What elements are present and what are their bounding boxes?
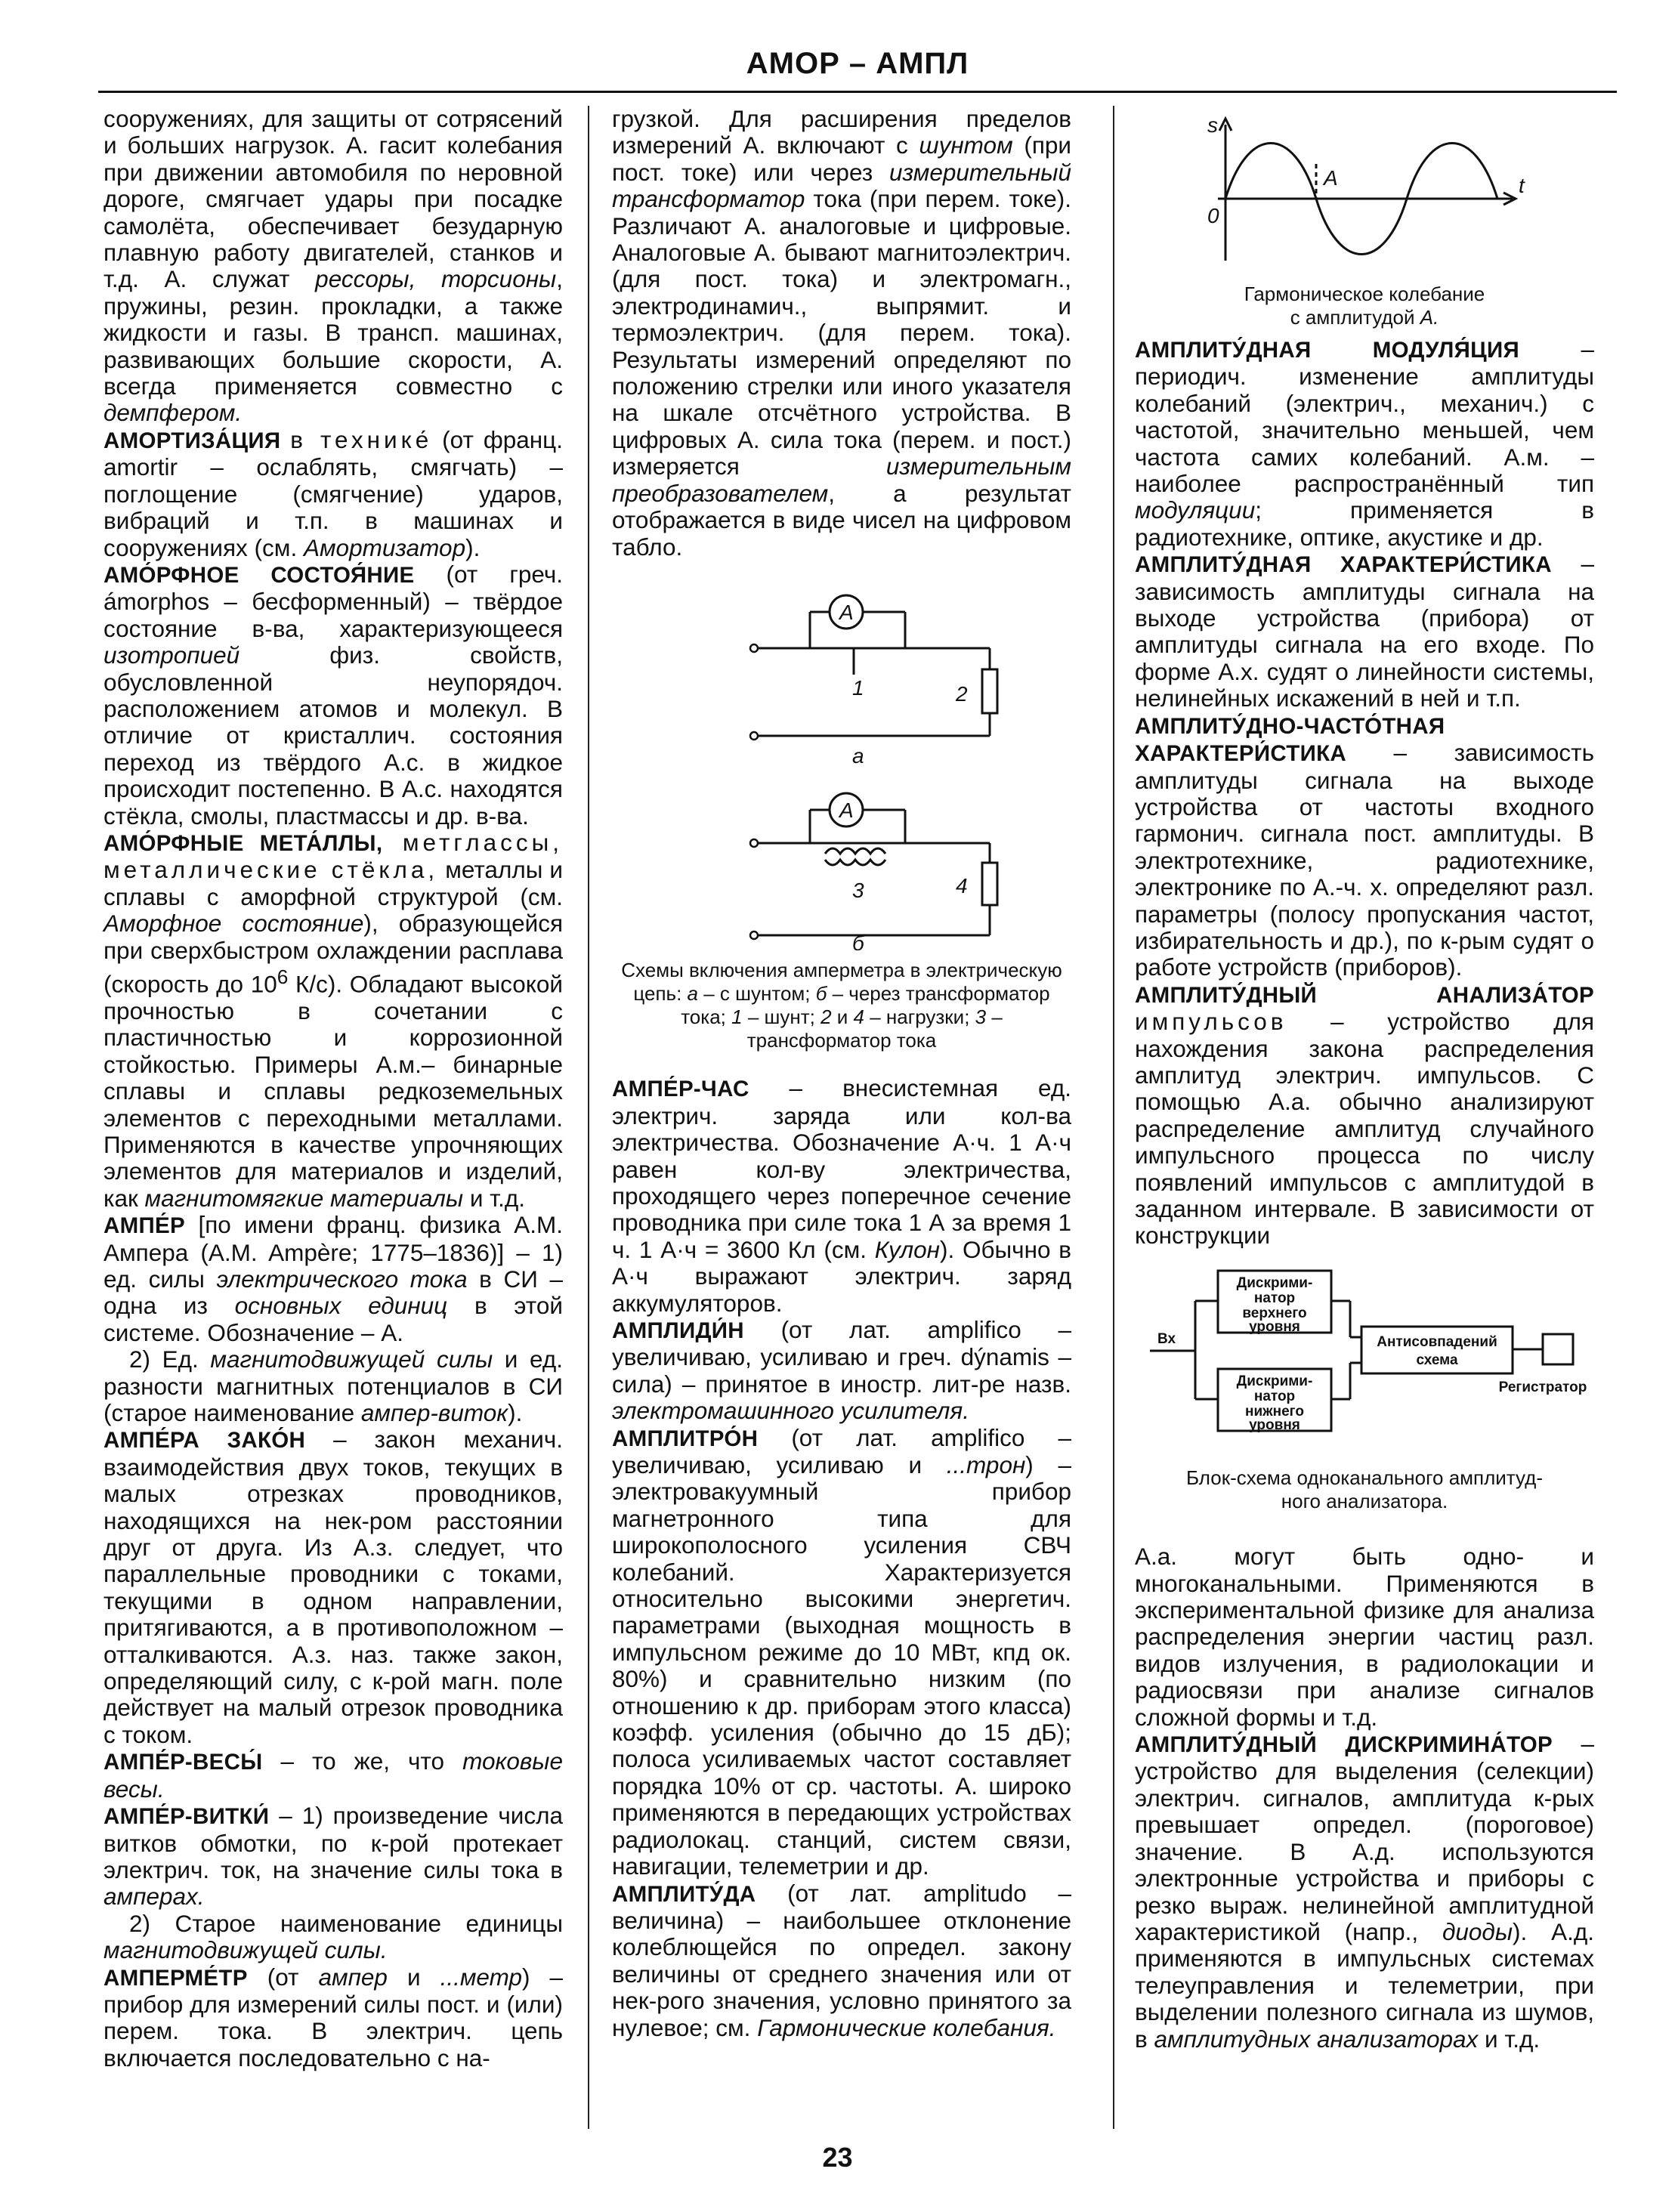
headword: АМПЛИТУ́ДНАЯ МОДУЛЯ́ЦИЯ xyxy=(1135,338,1519,363)
entry-amper-chas: АМПЕ́Р-ЧАС – внесистемная ед. электрич. заряда или кол-ва электричества. Обозначение А·ч. 1 А·ч равен кол-ву электричества, проходящего через поперечное сечение проводника при силе тока 1 А за время 1 ч. 1 А·ч = 3600 Кл (см. Кулон). Обычно в А·ч выражают электрич. заряд аккумуляторов. xyxy=(612,1074,1072,1317)
column-3 xyxy=(1135,336,1594,2053)
entry-achx: АМПЛИТУ́ДНО-ЧАСТО́ТНАЯ ХАРАКТЕРИ́СТИКА – зависимость амплитуды сигнала на выходе устройства от частоты входного гармонич. сигнала пост. амплитуды. В электротехнике, радиотехнике, электронике по А.-ч. х. определяют разл. параметры (полосу пропускания частот, избирательность и др.), по к-рым судят о работе устройств (приборов). xyxy=(1135,713,1594,981)
headword: АМО́РФНЫЕ МЕТА́ЛЛЫ, xyxy=(104,830,383,856)
amplitude-label: A xyxy=(1324,166,1338,190)
column-1 xyxy=(104,106,563,2071)
headword: АМПЛИДИ́Н xyxy=(612,1318,744,1343)
entry-ampermetr: АМПЕРМЕ́ТР (от ампер и ...метр) – прибор для измерений силы пост. и (или) перем. тока. В электрич. цепь включается последовательно с на- xyxy=(104,1963,563,2071)
sub-b: б xyxy=(852,931,864,950)
headword: АМПЛИТУ́ДНАЯ ХАРАКТЕРИ́СТИКА xyxy=(1135,552,1552,578)
sub-a: а xyxy=(852,743,864,768)
headword: АМПЕ́Р xyxy=(104,1213,185,1239)
entry-amper-sense-2: 2) Ед. магнитодвижущей силы и ед. разности магнитных потенциалов в СИ (старое наименование ампер-виток). xyxy=(104,1345,563,1426)
figure-caption-ammeter: Схемы включения амперметра в электрическую цепь: а – с шунтом; б – через трансформатор тока; 1 – шунт; 2 и 4 – нагрузки; 3 – трансформатор тока xyxy=(621,959,1062,1052)
lower-disc-line1: Дискрими- xyxy=(1236,1373,1313,1389)
anti-line2: схема xyxy=(1416,1352,1458,1368)
label-2: 2 xyxy=(956,681,968,706)
anti-line1: Антисовпадений xyxy=(1377,1333,1497,1350)
headword: АМПЕ́Р-ВИТКИ́ xyxy=(104,1804,270,1830)
page-number: 23 xyxy=(822,2142,853,2173)
headword: АМПЕ́Р-ВЕСЫ́ xyxy=(104,1750,263,1775)
figure-ammeter-circuits xyxy=(612,573,1071,1052)
headword: АМО́РФНОЕ СОСТОЯ́НИЕ xyxy=(104,562,415,588)
meter-symbol-b: А xyxy=(839,798,854,822)
entry-amorfnye-metally: АМО́РФНЫЕ МЕТА́ЛЛЫ, метглассы, металлические стёкла, металлы и сплавы с аморфной структурой (см. Аморфное состояние), образующейся при сверхбыстром охлаждении расплава (скорость до $10^6$ К/с). Обладают высокой прочностью в сочетании с пластичностью и коррозионной стойкостью. Примеры А.м.– бинарные сплавы и сплавы редкоземельных элементов с переходными металлами. Применяются в качестве упрочняющих элементов для материалов и изделий, как магнитомягкие материалы и т.д. xyxy=(104,828,564,1212)
lower-disc-line2: натор xyxy=(1253,1388,1296,1404)
headword: АМПЛИТУ́ДА xyxy=(612,1881,756,1907)
paragraph-amortizator-cont: сооружениях, для защиты от сотрясений и больших нагрузок. А. гасит колебания при движении автомобиля по неровной дороге, смягчает удары при посадке самолёта, обеспечивает безударную плавную работу двигателей, станков и т.д. А. служат рессоры, торсионы, пружины, резин. прокладки, а также жидкости и газы. В трансп. машинах, развивающих большие скорости, А. всегда применяется совместно с демпфером. xyxy=(104,105,563,427)
upper-disc-line2: натор xyxy=(1253,1290,1296,1306)
meter-symbol-a: А xyxy=(839,600,854,624)
headword: АМОРТИЗА́ЦИЯ xyxy=(104,428,281,453)
paragraph-ampermetr-cont: грузкой. Для расширения пределов измерений А. включают с шунтом (при пост. токе) или через измерительный трансформатор тока (при перем. токе). Различают А. аналоговые и цифровые. Аналоговые А. бывают магнитоэлектрич. (для пост. тока) и электромагн., электродинамич., выпрямит. и термоэлектрич. (для перем. тока). Результаты измерений определяют по положению стрелки или иного указателя на шкале отсчётного устройства. В цифровых А. сила тока (перем. и пост.) измеряется измерительным преобразователем, а результат отображается в виде чисел на цифровом табло. xyxy=(612,105,1071,561)
upper-disc-line4: уровня xyxy=(1249,1318,1300,1335)
label-4: 4 xyxy=(956,873,968,897)
column-2 xyxy=(612,106,1071,2041)
label-1: 1 xyxy=(852,675,864,700)
entry-analyzer-cont: А.а. могут быть одно- и многоканальными. Применяются в экспериментальной физике для анализа распределения энергии частиц разл. видов излучения, в радиолокации и радиосвязи при анализе сигналов сложной формы и т.д. xyxy=(1135,1543,1594,1731)
input-label: Вх xyxy=(1157,1330,1176,1347)
entry-amplitudnyi-analizator: АМПЛИТУ́ДНЫЙ АНАЛИЗА́ТОР импульсов – устройство для нахождения закона распределения амплитуд электрич. импульсов. С помощью А.а. обычно анализируют распределение амплитуд случайного импульсного процесса по числу появлений импульсов с амплитудой в заданном интервале. В зависимости от конструкции xyxy=(1135,982,1594,1250)
entry-amper-vesy: АМПЕ́Р-ВЕСЫ́ – то же, что токовые весы. xyxy=(104,1747,563,1803)
entry-amper-vitki-sense-2: 2) Старое наименование единицы магнитодвижущей силы. xyxy=(104,1909,563,1964)
figure-caption-harmonic: Гармоническое колебание с амплитудой А. xyxy=(1244,283,1485,329)
register-label: Регистратор xyxy=(1498,1379,1587,1395)
axis-zero-label: 0 xyxy=(1207,204,1219,227)
column-separator xyxy=(1113,106,1114,2129)
column-separator xyxy=(588,106,589,2129)
harmonic-wave-plot xyxy=(1135,110,1594,276)
headword: АМПЛИТУ́ДНЫЙ ДИСКРИМИНА́ТОР xyxy=(1135,1732,1553,1758)
upper-disc-line1: Дискрими- xyxy=(1236,1274,1313,1291)
upper-disc-line3: верхнего xyxy=(1242,1305,1307,1321)
register-block xyxy=(1543,1334,1573,1364)
axis-t-label: t xyxy=(1519,174,1525,197)
headword: АМПЕРМЕ́ТР xyxy=(104,1965,248,1991)
figure-caption-analyzer: Блок-схема одноканального амплитуд- ного анализатора. xyxy=(1186,1466,1543,1513)
page-header-title: АМОР – АМПЛ xyxy=(746,47,969,80)
lower-disc-line3: нижнего xyxy=(1245,1403,1304,1420)
entry-amplidin: АМПЛИДИ́Н (от лат. amplifico – увеличиваю, усиливаю и греч. dýnamis – сила) – принятое в иностр. лит-ре назв. электромашинного усилителя. xyxy=(612,1315,1071,1425)
entry-amplituda: АМПЛИТУ́ДА (от лат. amplitudo – величина) – наибольшее отклонение колеблющейся по определ. закону величины от среднего значения или от нек-рого значения, условно принятого за нулевое; см. Гармонические колебания. xyxy=(612,1879,1071,2041)
entry-amper-vitki: АМПЕ́Р-ВИТКИ́ – 1) произведение числа витков обмотки, по к-рой протекает электрич. ток, на значение силы тока в амперах. xyxy=(104,1802,563,1911)
page-header xyxy=(98,44,1617,93)
entry-amortizatsiya: АМОРТИЗА́ЦИЯ в технике́ (от франц. amortir – ослаблять, смягчать) – поглощение (смягчение) ударов, вибраций и т.п. в машинах и сооружениях (см. Амортизатор). xyxy=(104,425,563,561)
block-diagram xyxy=(1135,1262,1594,1458)
headword: АМПЛИТУ́ДНО-ЧАСТО́ТНАЯ ХАРАКТЕРИ́СТИКА xyxy=(1135,713,1445,767)
circuit-diagram xyxy=(612,573,1071,950)
axis-s-label: s xyxy=(1207,113,1218,137)
figure-harmonic-oscillation xyxy=(1135,110,1594,329)
entry-amplitudnaya-modulyatsiya: АМПЛИТУ́ДНАЯ МОДУЛЯ́ЦИЯ – периодич. изменение амплитуды колебаний (электрич., механич.) с частотой, значительно меньшей, чем частота самих колебаний. А.м. – наиболее распространённый тип модуляции; применяется в радиотехнике, оптике, акустике и др. xyxy=(1135,335,1594,551)
headword: АМПЛИТУ́ДНЫЙ АНАЛИЗА́ТОР xyxy=(1135,982,1594,1008)
entry-amplitudnaya-kharakteristika: АМПЛИТУ́ДНАЯ ХАРАКТЕРИ́СТИКА – зависимость амплитуды сигнала на выходе устройства (прибора) от амплитуды сигнала на его входе. По форме А.х. судят о линейности системы, нелинейных искажений в ней и т.п. xyxy=(1135,550,1594,712)
headword: АМПЕ́Р-ЧАС xyxy=(612,1077,749,1102)
headword: АМПЕ́РА ЗАКО́Н xyxy=(104,1428,306,1454)
entry-amorfnoe-sostoyanie: АМО́РФНОЕ СОСТОЯ́НИЕ (от греч. ámorphos – бесформенный) – твёрдое состояние в-ва, характеризующееся изотропией физ. свойств, обусловленной неупорядоч. расположением атомов и молекул. В отличие от кристаллич. состояния переход из твёрдого А.с. в жидкое происходит постепенно. В А.с. находятся стёкла, смолы, пластмассы и др. в-ва. xyxy=(104,560,563,830)
lower-disc-line4: уровня xyxy=(1249,1416,1300,1433)
headword: АМПЛИТРО́Н xyxy=(612,1426,759,1451)
entry-amplitudnyi-diskriminator: АМПЛИТУ́ДНЫЙ ДИСКРИМИНА́ТОР – устройство для выделения (селекции) электрич. сигналов, амплитуда к-рых превышает определ. (пороговое) значение. В А.д. используются электронные устройства и приборы с резко выраж. нелинейной амплитудной характеристикой (напр., диоды). А.д. применяются в импульсных системах телеуправления и телеметрии, при выделении полезного сигнала из шумов, в амплитудных анализаторах и т.д. xyxy=(1135,1730,1595,2053)
label-3: 3 xyxy=(852,878,864,902)
entry-amper: АМПЕ́Р [по имени франц. физика А.М. Ампера (A.M. Ampère; 1775–1836)] – 1) ед. силы электрического тока в СИ – одна из основных единиц в этой системе. Обозначение – А. xyxy=(104,1211,563,1346)
entry-ampera-zakon: АМПЕ́РА ЗАКО́Н – закон механич. взаимодействия двух токов, текущих в малых отрезках проводников, находящихся на нек-ром расстоянии друг от друга. Из А.з. следует, что параллельные проводники с токами, текущими в одном направлении, притягиваются, а в противоположном – отталкиваются. А.з. наз. также закон, определяющий силу, с к-рой магн. поле действует на малый отрезок проводника с током. xyxy=(104,1426,563,1748)
figure-analyzer-block-diagram xyxy=(1135,1262,1594,1513)
entry-amplitron: АМПЛИТРО́Н (от лат. amplifico – увеличиваю, усиливаю и ...трон) – электровакуумный прибор магнетронного типа для широкополосного усиления СВЧ колебаний. Характеризуется относительно высокими энергетич. параметрами (выходная мощность в импульсном режиме до 10 МВт, кпд ок. 80%) и сравнительно низким (по отношению к др. приборам этого класса) коэфф. усиления (обычно до 15 дБ); полоса усиливаемых частот составляет порядка 10% от ср. частоты. А. широко применяются в передающих устройствах радиолокац. станций, систем связи, навигации, телеметрии и др. xyxy=(612,1423,1071,1880)
